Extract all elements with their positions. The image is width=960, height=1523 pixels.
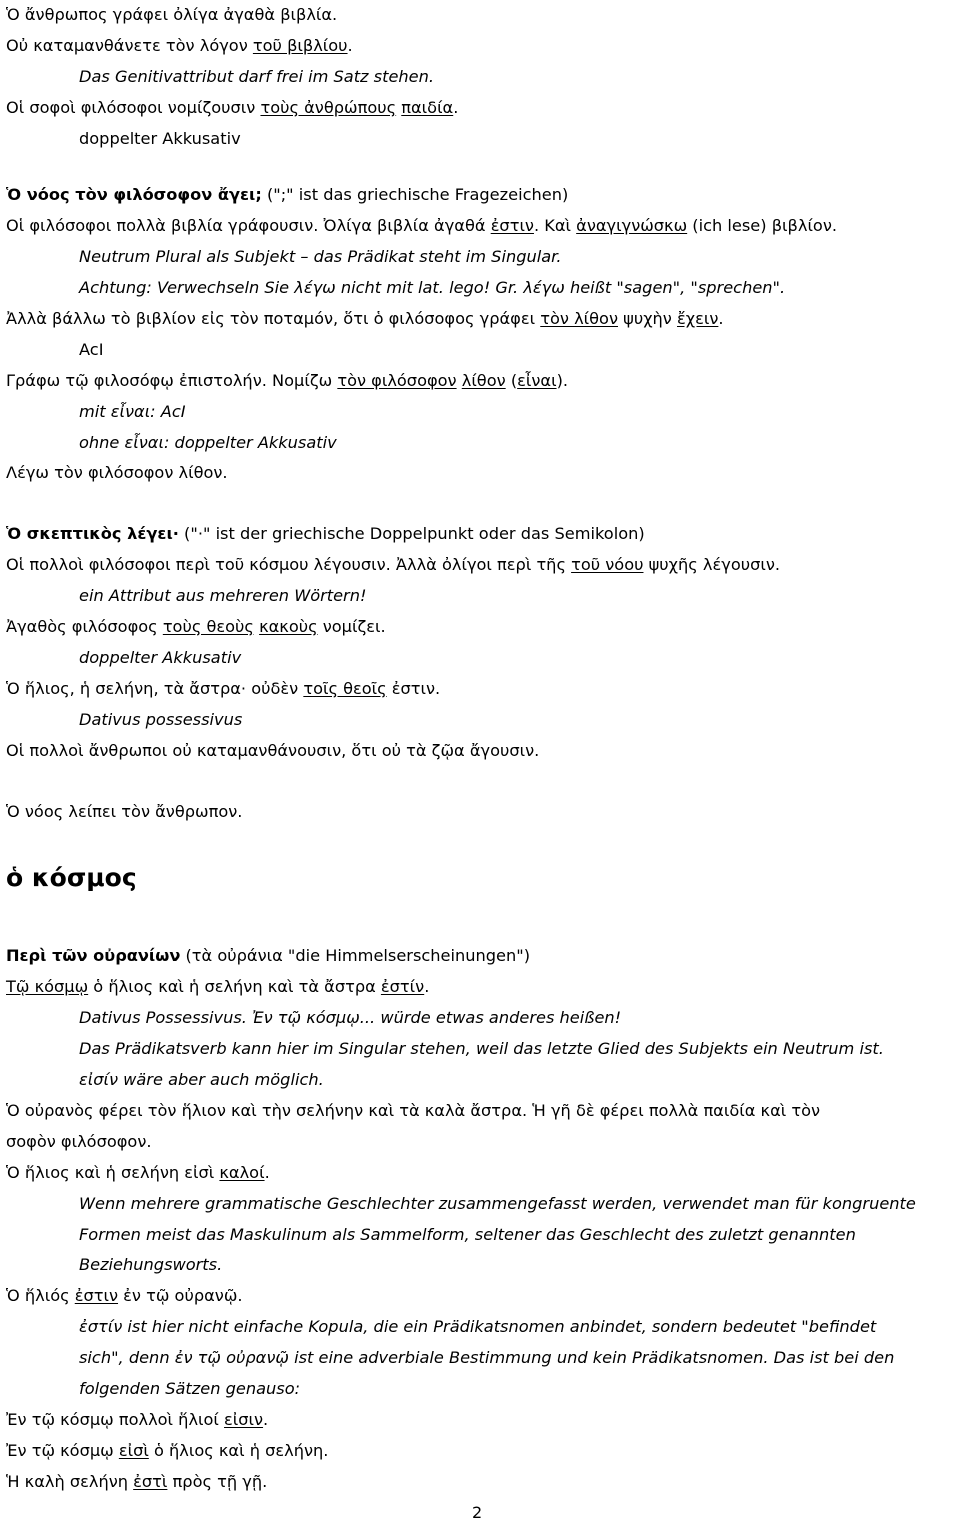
line <box>6 371 568 391</box>
line <box>79 1225 856 1245</box>
underlined-text: ἐστὶ <box>133 1472 168 1491</box>
underlined-text: τοῦ βιβλίου <box>252 36 348 55</box>
text-segment: doppelter Akkusativ <box>79 648 242 667</box>
text-segment: ὁ ἥλιος καὶ ἡ σελήνη. <box>148 1441 329 1460</box>
text-segment: . <box>264 1163 270 1182</box>
text-segment: AcI <box>79 340 104 359</box>
line <box>79 648 241 668</box>
text-segment: (";" <box>261 185 299 204</box>
text-segment: ist das griechische Fragezeichen) <box>298 185 569 204</box>
underlined-text: Τῷ κόσμῳ <box>6 977 89 996</box>
underlined-text: τοῖς θεοῖς <box>303 679 387 698</box>
text-segment: (ich lese) βιβλίον. <box>687 216 838 235</box>
text-segment: (τὰ οὐράνια "die Himmelserscheinungen") <box>180 946 531 965</box>
text-segment: πρὸς τῇ γῇ. <box>167 1472 268 1491</box>
line <box>6 1441 328 1461</box>
underlined-text: τοὺς θεοὺς <box>162 617 254 636</box>
line <box>79 1317 876 1337</box>
line <box>79 433 337 453</box>
line <box>79 1070 324 1090</box>
text-segment: ψυχὴν <box>618 309 677 328</box>
underlined-text: τοὺς ἀνθρώπους <box>260 98 397 117</box>
line <box>79 1255 222 1275</box>
line <box>6 36 353 56</box>
text-segment: ("·" <box>178 524 216 543</box>
line <box>6 946 530 966</box>
text-segment: Achtung: Verwechseln Sie λέγω nicht mit lat. <box>79 278 450 297</box>
line <box>6 679 440 699</box>
text-segment: folgenden Sätzen genauso: <box>79 1379 301 1398</box>
text-segment: . <box>453 98 459 117</box>
line <box>6 741 539 761</box>
line <box>6 1410 268 1430</box>
bold-text: Ὁ νόος τὸν φιλόσοφον ἄγει; <box>6 185 262 204</box>
text-segment: ψυχῆς λέγουσιν. <box>643 555 781 574</box>
bold-text: Περὶ τῶν οὐρανίων <box>6 946 181 965</box>
line <box>79 129 241 149</box>
line <box>79 1379 300 1399</box>
text-segment: Ἐν τῷ κόσμῳ <box>6 1441 119 1460</box>
text-segment: lego! <box>449 278 491 297</box>
line <box>6 802 242 822</box>
text-segment: . <box>347 36 353 55</box>
underlined-text: ἐστιν <box>490 216 534 235</box>
text-segment: ). <box>556 371 569 390</box>
text-segment: Gr. λέγω heißt "sagen", "sprechen". <box>490 278 786 297</box>
text-segment: Das Genitivattribut darf frei im Satz stehen. <box>79 67 435 86</box>
text-segment: Ἐν τῷ κόσμῳ πολλοὶ ἥλιοί <box>6 1410 225 1429</box>
text-segment: Neutrum Plural als Subjekt – das Prädikat steht im Singular. <box>79 247 562 266</box>
text-segment: ( <box>505 371 518 390</box>
text-segment: ein Attribut aus mehreren Wörtern! <box>79 586 367 605</box>
text-segment: Ὁ νόος λείπει τὸν ἄνθρωπον. <box>6 802 243 821</box>
text-segment: ἐστίν ist hier nicht einfache Kopula, die ein Prädikatsnomen anbindet, sondern bedeutet "befindet <box>79 1317 877 1336</box>
line <box>6 185 568 205</box>
text-segment: Οἱ φιλόσοφοι πολλὰ βιβλία γράφουσιν. Ὀλίγα βιβλία ἀγαθά <box>6 216 491 235</box>
text-segment: mit εἶναι: AcI <box>79 402 186 421</box>
underlined-text: λίθον <box>461 371 506 390</box>
text-segment: doppelter Akkusativ <box>79 129 241 148</box>
line <box>79 586 366 606</box>
text-segment: Ὁ ἥλιος, ἡ σελήνη, τὰ ἄστρα· οὐδὲν <box>6 679 304 698</box>
text-segment: Wenn mehrere grammatische Geschlechter zusammengefasst werden, verwendet man für kongruente <box>79 1194 916 1213</box>
underlined-text: τοῦ νόου <box>571 555 644 574</box>
text-segment: ohne εἶναι: doppelter Akkusativ <box>79 433 337 452</box>
text-segment: Οὐ καταμανθάνετε τὸν λόγον <box>6 36 253 55</box>
text-segment: νομίζει. <box>317 617 386 636</box>
text-segment: σοφὸν φιλόσοφον. <box>6 1132 152 1151</box>
underlined-text: εἶναι <box>517 371 557 390</box>
line <box>79 710 242 730</box>
line <box>6 1472 267 1492</box>
text-segment: . <box>718 309 724 328</box>
underlined-text: εἰσιν <box>224 1410 264 1429</box>
text-segment: sich", denn ἐν τῷ οὐρανῷ ist eine adverbiale Bestimmung und kein Prädikatsnomen. Das ist bei den <box>79 1348 895 1367</box>
line <box>6 1101 820 1121</box>
text-segment: Dativus possessivus <box>79 710 243 729</box>
text-segment: Ὁ ἄνθρωπος γράφει ὀλίγα ἀγαθὰ βιβλία. <box>6 5 338 24</box>
text-segment: ὁ κόσμος <box>6 863 137 892</box>
text-segment: Οἱ πολλοὶ ἄνθρωποι οὐ καταμανθάνουσιν, ὅτι οὐ τὰ ζῷα ἄγουσιν. <box>6 741 540 760</box>
text-segment: Ἀγαθὸς φιλόσοφος <box>6 617 163 636</box>
text-segment: Γράφω τῷ φιλοσόφῳ ἐπιστολήν. Νομίζω <box>6 371 338 390</box>
underlined-text: τὸν λίθον <box>540 309 618 328</box>
line <box>6 617 386 637</box>
text-segment: ἐστιν. <box>386 679 441 698</box>
underlined-text: ἐστιν <box>74 1286 119 1305</box>
line <box>79 67 434 87</box>
underlined-text: εἰσὶ <box>118 1441 149 1460</box>
text-segment: Formen meist das Maskulinum als Sammelform, seltener das Geschlecht des zuletzt genannten <box>79 1225 856 1244</box>
text-segment: εἰσίν wäre aber auch möglich. <box>79 1070 324 1089</box>
underlined-text: ἔχειν <box>677 309 719 328</box>
text-segment: ὁ ἥλιος καὶ ἡ σελήνη καὶ τὰ ἄστρα <box>88 977 381 996</box>
line <box>79 1194 916 1214</box>
underlined-text: ἐστίν <box>380 977 425 996</box>
text-segment: . <box>424 977 430 996</box>
text-segment: Das Prädikatsverb kann hier im Singular stehen, weil das letzte Glied des Subjekts ein Neutrum ist. <box>79 1039 884 1058</box>
text-segment: Ἀλλὰ βάλλω τὸ βιβλίον εἰς τὸν ποταμόν, ὅτι ὁ φιλόσοφος γράφει <box>6 309 541 328</box>
underlined-text: ἀναγιγνώσκω <box>576 216 688 235</box>
line <box>79 1039 884 1059</box>
line <box>6 5 337 25</box>
line <box>79 1348 894 1368</box>
underlined-text: καλοί <box>219 1163 265 1182</box>
line <box>79 247 561 267</box>
text-segment: Dativus Possessivus. Ἐν τῷ κόσμῳ... würde etwas anderes heißen! <box>79 1008 622 1027</box>
line <box>6 524 645 544</box>
underlined-text: τὸν φιλόσοφον <box>337 371 457 390</box>
text-segment: . <box>263 1410 269 1429</box>
text-segment: Λέγω τὸν φιλόσοφον λίθον. <box>6 463 228 482</box>
line <box>6 309 724 329</box>
text-segment: Οἱ σοφοὶ φιλόσοφοι νομίζουσιν <box>6 98 261 117</box>
line <box>6 216 837 236</box>
line <box>79 402 186 422</box>
text-segment: Ὁ ἥλιος καὶ ἡ σελήνη εἰσὶ <box>6 1163 220 1182</box>
text-segment: . Καὶ <box>533 216 577 235</box>
line <box>6 555 780 575</box>
underlined-text: παιδία <box>401 98 454 117</box>
line <box>79 278 785 298</box>
line <box>6 1163 270 1183</box>
text-segment: Ὁ οὐρανὸς φέρει τὸν ἥλιον καὶ τὴν σελήνην καὶ τὰ καλὰ ἄστρα. Ἡ γῆ δὲ φέρει πολλὰ παιδία καὶ τὸν <box>6 1101 821 1120</box>
bold-text: Ὁ σκεπτικὸς λέγει· <box>6 524 179 543</box>
text-segment: Beziehungsworts. <box>79 1255 223 1274</box>
text-segment: Ὁ ἥλιός <box>6 1286 75 1305</box>
underlined-text: κακοὺς <box>259 617 318 636</box>
line <box>79 340 103 360</box>
line <box>6 463 228 483</box>
line <box>6 98 458 118</box>
text-segment: ἐν τῷ οὐρανῷ. <box>118 1286 243 1305</box>
line <box>6 1286 243 1306</box>
text-segment: Οἱ πολλοὶ φιλόσοφοι περὶ τοῦ κόσμου λέγουσιν. Ἀλλὰ ὀλίγοι περὶ τῆς <box>6 555 572 574</box>
text-segment: ist der griechische Doppelpunkt oder das Semikolon) <box>215 524 645 543</box>
line <box>6 1132 152 1152</box>
page-number: 2 <box>472 1503 483 1522</box>
text-segment: Ἡ καλὴ σελήνη <box>6 1472 134 1491</box>
section-heading <box>6 863 137 893</box>
line <box>6 977 429 997</box>
line <box>79 1008 621 1028</box>
